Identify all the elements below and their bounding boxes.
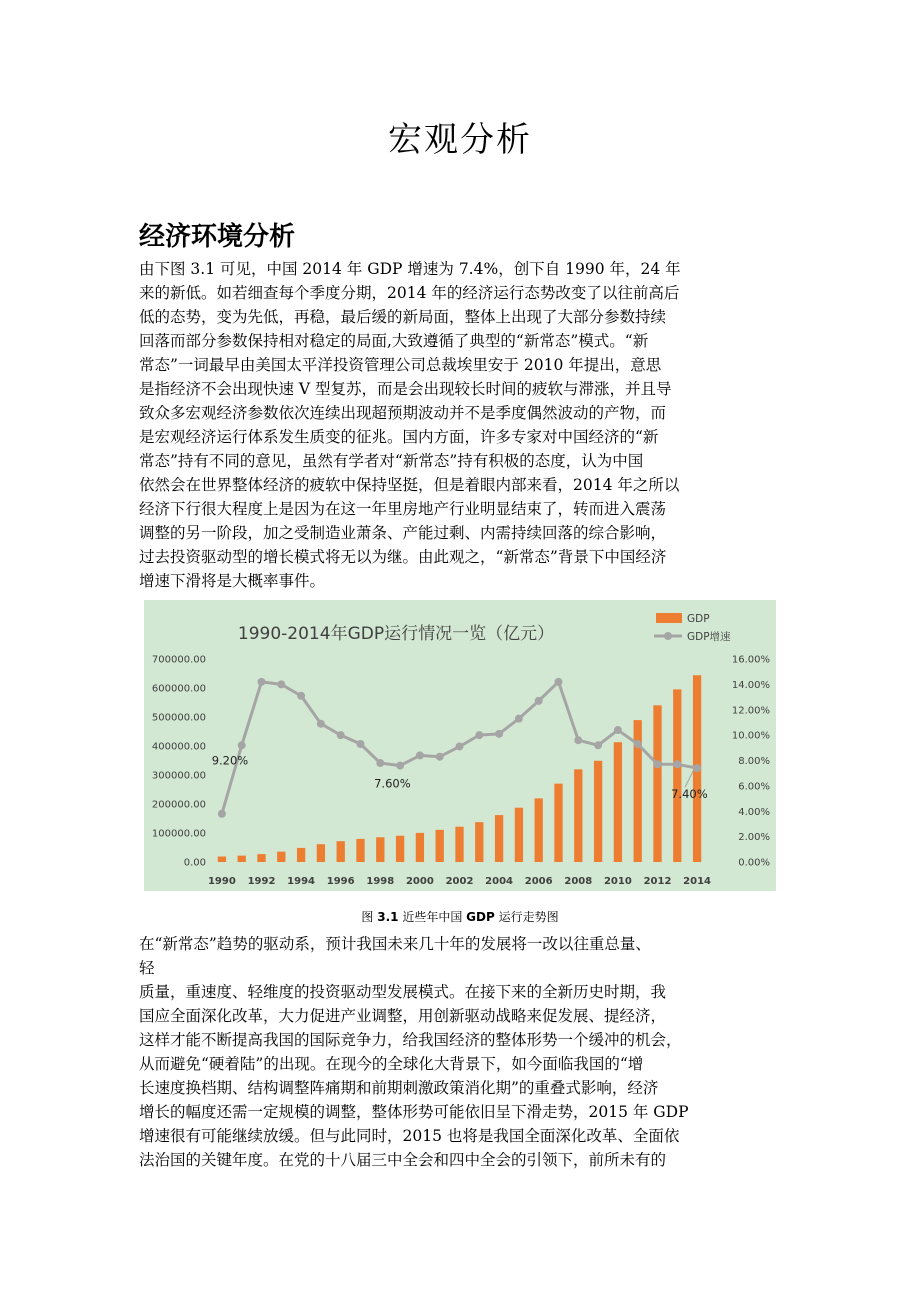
gdp-bar [396,836,404,862]
gdp-bar [218,857,226,862]
growth-point [535,697,543,705]
text-line: 来的新低。如若细查每个季度分期，2014 年的经济运行态势改变了以往前高后 [139,284,680,302]
gdp-bar [337,841,345,862]
y-left-tick-label: 200000.00 [151,799,206,811]
gdp-bar [257,854,265,862]
gdp-bar [673,689,681,862]
growth-point [614,726,622,734]
gdp-bar [475,822,483,862]
y-right-tick-label: 0.00% [738,857,770,869]
y-right-tick-label: 6.00% [738,781,770,793]
growth-point [594,741,602,749]
gdp-bar [356,839,364,862]
y-right-tick-label: 8.00% [738,756,770,767]
x-tick-label: 2006 [524,876,553,887]
y-left-tick-label: 700000.00 [151,654,206,666]
growth-point [634,740,642,748]
y-left-tick-label: 100000.00 [151,828,206,840]
growth-point [357,740,365,748]
text-line: 增长的幅度还需一定规模的调整，整体形势可能依旧呈下滑走势，2015 年 GDP [139,1103,689,1121]
gdp-bar [535,798,543,862]
page-title: 宏观分析 [388,120,532,160]
legend-marker-growth [664,632,672,640]
text-line: 经济下行很大程度上是因为在这一年里房地产行业明显结束了，转而进入震荡 [139,500,667,518]
growth-point [376,759,384,767]
paragraph-1 [139,257,784,593]
growth-point [258,678,266,686]
x-tick-label: 1992 [247,876,276,887]
text-line: 是宏观经济运行体系发生质变的征兆。国内方面，许多专家对中国经济的“新 [139,428,659,446]
text-line: 法治国的关键年度。在党的十八届三中全会和四中全会的引领下，前所未有的 [139,1151,667,1169]
gdp-bar [238,856,246,862]
data-label: 7.60% [374,776,411,791]
caption-rest: 运行走势图 [494,910,559,924]
figure-caption [0,908,920,925]
text-line: 长速度换档期、结构调整阵痛期和前期刺激政策消化期”的重叠式影响，经济 [139,1079,659,1097]
growth-point [555,678,563,686]
legend-label-growth: GDP增速 [687,631,731,643]
text-line: 国应全面深化改革，大力促进产业调整，用创新驱动战略来促发展、提经济， [139,1007,667,1025]
text-line: 过去投资驱动型的增长模式将无以为继。由此观之，“新常态”背景下中国经济 [139,548,667,566]
growth-point [337,731,345,739]
x-tick-label: 1994 [287,876,316,887]
data-label: 7.40% [671,787,708,802]
growth-point [396,762,404,770]
y-left-tick-label: 600000.00 [151,683,206,695]
gdp-bar [416,833,424,862]
text-line: 在“新常态”趋势的驱动系，预计我国未来几十年的发展将一改以往重总量、 [139,935,651,953]
y-right-tick-label: 10.00% [731,730,770,742]
x-tick-label: 1996 [326,876,355,887]
x-tick-label: 1998 [366,876,395,887]
gdp-bar [376,837,384,862]
text-line: 调整的另一阶段，加之受制造业萧条、产能过剩、内需持续回落的综合影响， [139,524,667,542]
growth-point [693,764,701,772]
gdp-bar [614,742,622,862]
gdp-bar [515,808,523,862]
gdp-bar [574,769,582,862]
text-line: 致众多宏观经济参数依次连续出现超预期波动并不是季度偶然波动的产物，而 [139,404,667,422]
legend-label-gdp: GDP [687,613,710,625]
section-heading: 经济环境分析 [139,222,296,252]
x-tick-label: 2000 [405,876,434,887]
legend-swatch-gdp [656,613,682,623]
paragraph-2 [139,932,784,1172]
growth-point [475,731,483,739]
x-tick-label: 2010 [603,876,632,887]
gdp-bar [594,761,602,862]
text-line: 增速很有可能继续放缓。但与此同时，2015 也将是我国全面深化改革、全面依 [139,1127,680,1145]
caption-prefix: 图 [361,910,378,924]
y-left-tick-label: 0.00 [183,857,206,869]
y-left-tick-label: 300000.00 [151,770,206,782]
text-line: 从而避免“硬着陆”的出现。在现今的全球化大背景下，如今面临我国的“增 [139,1055,644,1073]
y-left-tick-label: 400000.00 [151,741,206,753]
growth-point [297,692,305,700]
x-tick-label: 2012 [643,876,672,887]
growth-point [238,741,246,749]
y-right-tick-label: 14.00% [731,679,770,691]
y-right-tick-label: 4.00% [738,806,770,818]
text-line: 由下图 3.1 可见，中国 2014 年 GDP 增速为 7.4%，创下自 1990 年，24 年 [139,260,681,278]
x-tick-label: 2002 [445,876,474,887]
gdp-bar [317,844,325,862]
gdp-bar [436,830,444,862]
gdp-bar [653,705,661,862]
gdp-chart-svg [144,600,776,891]
growth-point [436,753,444,761]
x-tick-label: 2004 [485,876,514,887]
annotation-leader [685,771,693,787]
gdp-bar [455,827,463,862]
growth-point [317,720,325,728]
gdp-bar [495,815,503,862]
gdp-chart [144,600,776,891]
x-tick-label: 2014 [683,876,712,887]
text-line: 常态”持有不同的意见，虽然有学者对“新常态”持有积极的态度，认为中国 [139,452,644,470]
text-line: 是指经济不会出现快速 V 型复苏，而是会出现较长时间的疲软与滞涨，并且导 [139,380,672,398]
y-right-tick-label: 12.00% [731,705,770,717]
y-right-tick-label: 2.00% [738,832,770,844]
growth-point [673,760,681,768]
data-label: 9.20% [211,753,249,768]
text-line: 低的态势，变为先低，再稳，最后缓的新局面，整体上出现了大部分参数持续 [139,308,667,326]
caption-gdp: GDP [466,910,495,924]
growth-point [515,715,523,723]
chart-title: 1990-2014年GDP运行情况一览（亿元） [237,624,555,644]
gdp-bar [277,852,285,862]
text-line: 增速下滑将是大概率事件。 [139,572,326,590]
text-line: 质量，重速度、轻维度的投资驱动型发展模式。在接下来的全新历史时期，我 [139,983,667,1001]
text-line: 轻 [139,959,155,977]
caption-text: 近些年中国 [398,910,467,924]
growth-point [654,760,662,768]
y-left-tick-label: 500000.00 [151,712,206,724]
growth-point [416,751,424,759]
text-line: 回落而部分参数保持相对稳定的局面,大致遵循了典型的“新常态”模式。“新 [139,332,649,350]
growth-point [218,810,226,818]
x-tick-label: 1990 [207,876,236,887]
growth-point [456,743,464,751]
growth-point [277,680,285,688]
gdp-bar [554,784,562,862]
gdp-bar [297,848,305,862]
text-line: 这样才能不断提高我国的国际竞争力，给我国经济的整体形势一个缓冲的机会， [139,1031,682,1049]
y-right-tick-label: 16.00% [731,654,770,666]
growth-point [574,736,582,744]
text-line: 依然会在世界整体经济的疲软中保持坚挺，但是着眼内部来看，2014 年之所以 [139,476,680,494]
growth-point [495,730,503,738]
text-line: 常态”一词最早由美国太平洋投资管理公司总裁埃里安于 2010 年提出，意思 [139,356,662,374]
caption-number: 3.1 [377,910,399,924]
x-tick-label: 2008 [564,876,593,887]
